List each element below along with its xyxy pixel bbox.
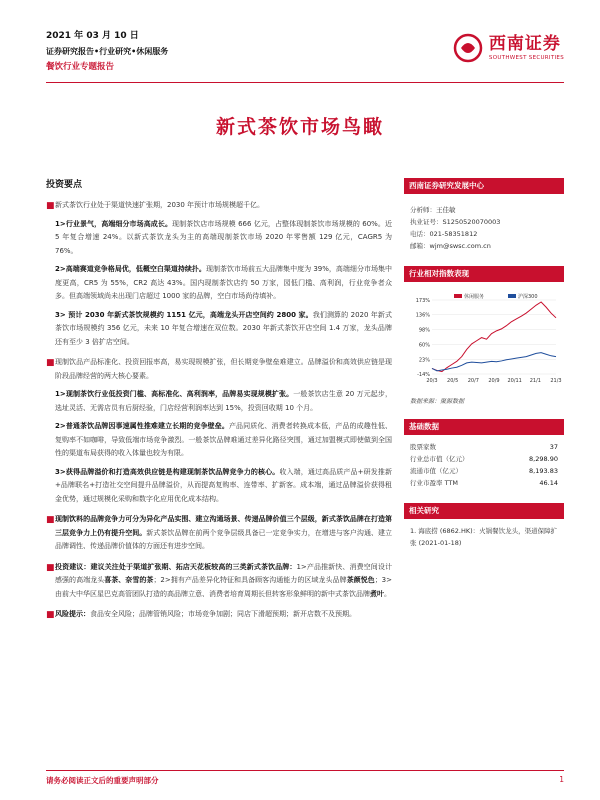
footer-disclaimer: 请务必阅读正文后的重要声明部分 <box>46 776 159 785</box>
row-label: 行业总市值（亿元） <box>410 455 469 463</box>
x-tick-label: 20/7 <box>467 378 479 384</box>
phone-number: 021-58351812 <box>429 230 478 238</box>
bullet-head: 新式茶饮行业处于渠道快速扩张期，2030 年预计市场规模超千亿。 <box>55 201 265 209</box>
bullet-head: 风险提示： <box>55 610 90 618</box>
logo-text-cn: 西南证券 <box>488 34 561 54</box>
summary-bullet <box>46 199 392 349</box>
point-head: 2>普通茶饮品牌因事速属性推难建立长期的竞争壁垒。 <box>55 422 229 430</box>
summary-heading: 投资要点 <box>46 180 83 190</box>
point-head: 3>获得品牌溢价和打造高效供应链是构建现制茶饮品牌竞争力的核心。 <box>55 467 280 476</box>
bullet-text: 新式茶饮品牌在前两个竞争层级具备已一定竞争实力，在增进与客户沟通、建立品牌调性、传递品牌价值体的方面还有进步空间。 <box>55 528 393 550</box>
bullet-head: 投资建议：建议关注处于渠道扩张期、拓店天花板较高的三类新式茶饮品牌： <box>55 562 297 571</box>
rec-text: 1>产品推新快、消费空间设计感强的高端龙头 <box>55 562 392 584</box>
row-label: 流通市值（亿元） <box>410 467 462 475</box>
summary-bullet <box>46 356 392 506</box>
y-tick-label: -14% <box>417 372 430 378</box>
analyst-name: 王佳敏 <box>436 206 456 214</box>
report-header <box>46 30 168 74</box>
row-value: 46.14 <box>539 479 558 487</box>
rec-brand: 喜茶、奈雪的茶 <box>104 576 154 584</box>
summary-bullet <box>46 561 392 602</box>
related-title: 相关研究 <box>404 503 564 519</box>
row-label: 行业市盈率 TTM <box>410 479 459 487</box>
table-row <box>404 465 564 477</box>
x-tick-label: 21/1 <box>529 378 541 384</box>
series-line-hs300 <box>432 353 556 371</box>
y-tick-label: 98% <box>418 327 430 334</box>
summary-bullet <box>46 513 392 554</box>
point-head: 1>行业景气，高端细分市场高成长。 <box>55 219 173 228</box>
x-tick-label: 21/3 <box>550 378 562 384</box>
basic-data-title: 基础数据 <box>404 419 564 435</box>
table-row <box>404 477 564 489</box>
point-text: 现制茶饮市场前五大品牌集中度为 39%，高端细分市场集中度更高，CR5 为 55%，CR2 高达 43%。国内现制茶饮店约 50 万家，园低门槛、高利润，行业竞争者众多。但高端领域尚未出现门店超过 1000 家的品牌，空白市场尚待填补。 <box>55 265 392 300</box>
legend-swatch <box>508 294 516 298</box>
bullet-icon: ■ <box>46 358 55 368</box>
y-tick-label: 23% <box>418 357 430 364</box>
x-tick-label: 20/9 <box>488 378 500 384</box>
email-link[interactable]: wjm@swsc.com.cn <box>429 242 491 250</box>
y-tick-label: 136% <box>415 312 430 319</box>
license-label: 执业证号： <box>410 218 443 226</box>
legend-label: 沪深300 <box>518 294 538 300</box>
footer-page-number: 1 <box>559 775 564 784</box>
point-text: 我们测算的 2020 年新式茶饮市场规模约 356 亿元，未来 10 年复合增速在双位数。2030 年新式茶饮开店空间 1.4 万家，龙头品牌还有至少 3 倍扩店空间。 <box>55 310 392 346</box>
logo-text-en: SOUTHWEST SECURITIES <box>488 55 564 61</box>
point-head: 2>高端赛道竞争格局优，低概空白渠道持续扑。 <box>55 265 206 273</box>
rec-brand: 煮叶 <box>370 589 384 598</box>
point-text: 现制茶饮店市场规模 666 亿元，占整体现制茶饮市场规模的 60%。近 5 年复合增速 24%。以新式茶饮龙头为主的高端现制茶饮市场 2020 年零售额 129 亿元，CAGR5 为 76%。 <box>55 219 392 255</box>
report-date: 2021 年 03 月 10 日 <box>46 31 139 41</box>
row-value: 37 <box>549 443 558 451</box>
analyst-label: 分析师： <box>410 206 436 214</box>
x-tick-label: 20/5 <box>447 378 459 384</box>
bullet-icon: ■ <box>46 562 55 573</box>
bullet-icon: ■ <box>46 515 55 525</box>
team-title: 西南证券研究发展中心 <box>404 178 564 194</box>
x-tick-label: 20/3 <box>426 378 438 384</box>
page-footer <box>46 770 564 786</box>
logo-mark-icon <box>453 33 483 63</box>
point-text: 一般茶饮店生意 20 万元起步，选址灵活、无需店员有后厨经验，门店经营利润率达到 15%，投资回收期 10 个月。 <box>55 390 392 412</box>
sidebar <box>404 178 564 549</box>
bullet-text: 食品安全风险；品牌管销风险；市场竞争加剧；同店下滑超预期；新开店数不及预期。 <box>90 610 356 618</box>
company-logo <box>453 33 564 63</box>
license-number: S1250520070003 <box>442 218 501 226</box>
y-tick-label: 173% <box>415 298 430 304</box>
bullet-head: 现制饮品产品标准化、投资回报率高，易实现规模扩张，但长期竞争壁垒难建立。品牌溢价和高效供应链是现阶段品牌经营的两大核心要素。 <box>55 358 392 380</box>
row-label: 股票家数 <box>410 443 436 451</box>
header-divider <box>46 82 564 83</box>
bullet-icon: ■ <box>46 610 55 620</box>
x-tick-label: 20/11 <box>507 378 522 384</box>
basic-data-table <box>404 435 564 489</box>
bullet-icon: ■ <box>46 201 55 211</box>
rec-text: ；3>由前大中华区星巴克高管团队打造的高品牌立意、消费者培育周期长但转客形象鲜明的新中式茶饮品牌 <box>55 576 393 598</box>
y-tick-label: 60% <box>418 342 430 349</box>
legend-label: 休闲服务 <box>464 294 485 300</box>
phone-label: 电话： <box>410 230 430 238</box>
table-row <box>404 441 564 453</box>
rec-text: ；2>拥有产品差异化特征和具备顾客沟通能力的区域龙头品牌 <box>153 576 347 584</box>
legend-swatch <box>454 294 462 298</box>
rec-brand: 茶颜悦色 <box>346 576 375 584</box>
index-chart-svg <box>406 290 562 390</box>
bullet-head: 现制饮料的品牌竞争力可分为异化产品实围、建立沟通场景、传递品牌价值三个层级，新式茶饮品牌在打造第三层竞争力上仍有提升空间。 <box>55 515 392 537</box>
point-head: 1>现制茶饮行业低投资门槛、高标准化、高利润率，品牌易实现规模扩张。 <box>55 390 294 398</box>
chart-title: 行业相对指数表现 <box>404 266 564 282</box>
report-type: 证券研究报告•行业研究•休闲服务 <box>46 47 169 56</box>
point-text: 产品同质化、消费者转换成本低，产品的成趣性低、复购率不如咖啡，导致低端市场竞争激烈。一般茶饮品牌难通过差异化路径突围，通过加盟模式即使做到全国性的渠道布局获得的收入体量也较为有限。 <box>55 422 392 457</box>
chart-source: 数据来源：聚源数据 <box>410 398 465 405</box>
point-text: 收入端，通过高品质产品+研发推新+品牌联名+打造社交空间提升品牌溢价，从而提高复购率、连带率、扩新客。成本端，通过品牌溢价获得租金优势，通过规模化采购和数字化应用优化成本结构。 <box>55 467 392 503</box>
point-head: 3> 预计 2030 年新式茶饮规模约 1151 亿元，高端龙头开店空间约 2800 家。 <box>55 310 313 319</box>
rec-text: 。 <box>384 589 391 598</box>
summary-bullet <box>46 608 392 622</box>
row-value: 8,298.90 <box>529 455 558 463</box>
related-item[interactable]: 1. 海底捞 (6862.HK)：火锅餐饮龙头，渠道保障扩张 (2021-01-18) <box>410 527 558 547</box>
email-label: 邮箱： <box>410 242 430 250</box>
report-topic: 餐饮行业专题报告 <box>46 62 115 72</box>
table-row <box>404 453 564 465</box>
row-value: 8,193.83 <box>529 467 558 475</box>
index-chart <box>404 286 564 394</box>
analyst-info <box>404 194 564 252</box>
summary-column <box>46 178 392 622</box>
report-title: 新式茶饮市场鸟瞰 <box>215 116 384 138</box>
